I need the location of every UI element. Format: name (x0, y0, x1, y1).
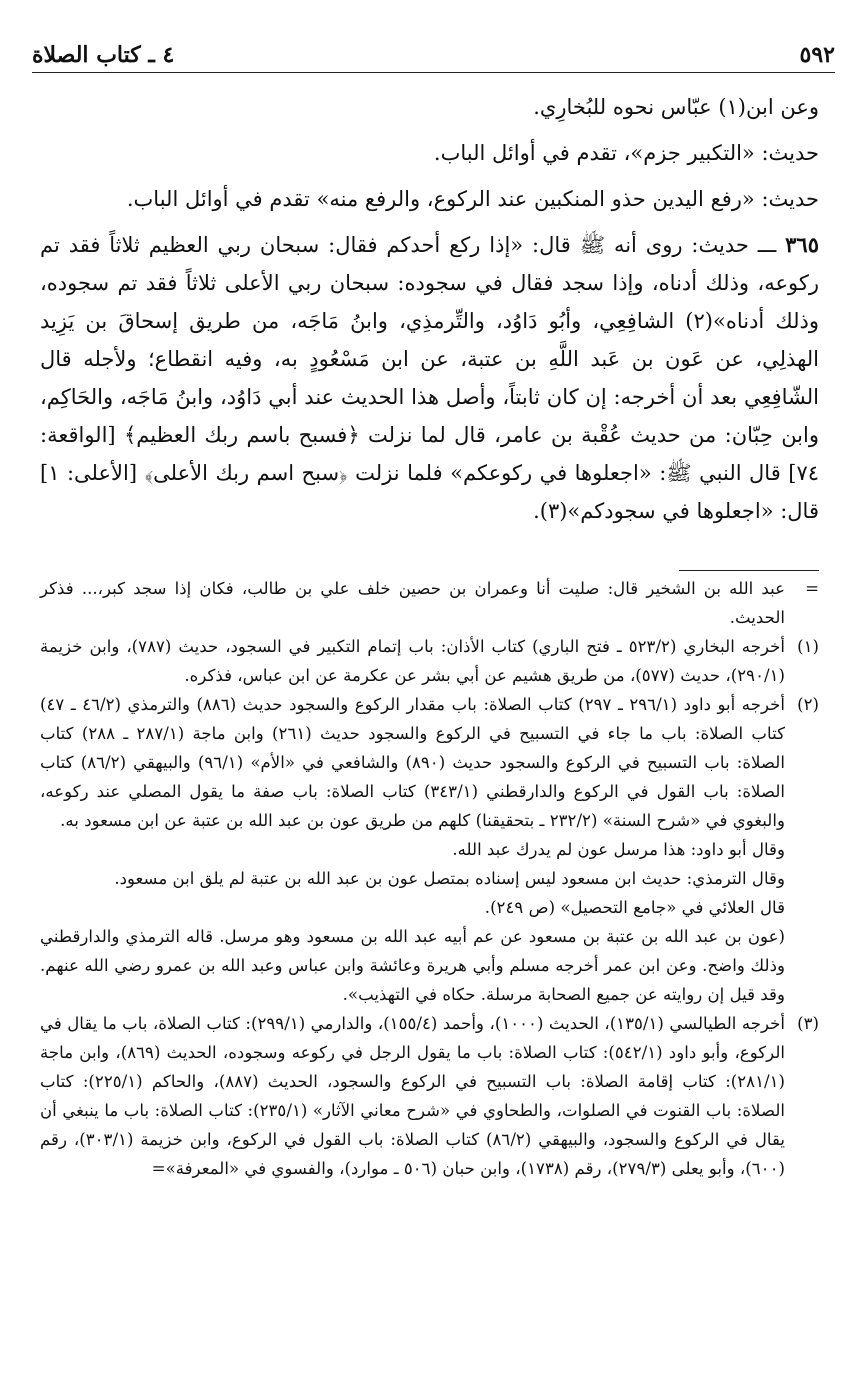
footnote-2: (٢) أخرجه أبو داود (٢٩٦/١ ـ ٢٩٧) كتاب الصلاة: باب مقدار الركوع والسجود حديث (٨٨٦) والترمذي (٤٦/٢ ـ ٤٧) كتاب الصلاة: باب ما جاء في التسبيح في الركوع والسجود حديث (٢٦١) وابن ماجة (٢٨٧/١ ـ ٢٨٨) كتاب الصلاة: باب التسبيح في الركوع والسجود حديث (٨٩٠) والشافعي في «الأم» (٩٦/١) والبيهقي (٨٦/٢) كتاب الصلاة: باب القول في الركوع والدارقطني (٣٤٣/١) كتاب الصلاة: باب صفة ما يقول المصلي عند ركوعه، والبغوي في «شرح السنة» (٢٣٢/٢ ـ بتحقيقنا) كلهم من طريق عون بن عبد الله بن عتبة عن ابن مسعود به. (40, 690, 819, 835)
footnote-2-note-a: وقال أبو داود: هذا مرسل عون لم يدرك عبد الله. (452, 840, 785, 859)
footnote-2-note-d: (عون بن عبد الله بن عتبة بن مسعود عن عم أبيه عبد الله بن مسعود وهو مرسل. قاله الترمذي والدارقطني وذلك واضح. وعن ابن عمر أخرجه مسلم وأبي هريرة وعائشة وابن عباس وعبد الله بن عمرو رضي الله عنهم. وقد قيل إن روايته عن جميع الصحابة مرسلة. حكاه في التهذيب». (40, 927, 785, 1004)
main-text (40, 88, 819, 530)
footnote-divider (679, 570, 819, 571)
paragraph-2: حديث: «التكبير جزم»، تقدم في أوائل الباب. (433, 141, 819, 165)
footnote-1-mark: (١) (797, 637, 819, 656)
hadith-text: ـــ حديث: روى أنه ﷺ قال: «إذا ركع أحدكم فقال: سبحان ربي العظيم ثلاثاً فقد تم ركوعه، وذلك أدناه، وإذا سجد فقال في سجوده: سبحان ربي الأعلى ثلاثاً فقد تم سجوده، وذلك أدناه»(٢) الشافِعِي، وأبُو دَاوُد، والتِّرمذِي، وابنُ مَاجَه، من طريق إسحاقَ بن يَزِيد الهذلِي، عن عَون بن عَبد اللَّهِ بن عتبة، عن ابن مَسْعُودٍ به، وفيه انقطاع؛ ولأجله قال الشّافِعِي بعد أن أخرجه: إن كان ثابتاً، وأصل هذا الحديث عند أبي دَاوُد، وابنُ مَاجَه، والحَاكِم، وابن حِبّان: من حديث عُقْبة بن عامر، قال لما نزلت ﴿فسبح باسم ربك العظيم﴾ [الواقعة: ٧٤] قال النبي ﷺ: «اجعلوها في ركوعكم» فلما نزلت ﴿سبح اسم ربك الأعلى﴾ [الأعلى: ١] قال: «اجعلوها في سجودكم»(٣). (40, 233, 819, 523)
footnote-2-note-c: قال العلائي في «جامع التحصيل» (ص ٢٤٩). (484, 898, 785, 917)
header-divider (32, 72, 835, 73)
footnote-2-mark: (٢) (797, 695, 819, 714)
footnote-3-mark: (٣) (797, 1014, 819, 1033)
continues-mark: = (151, 1159, 166, 1178)
hadith-number: ٣٦٥ (785, 232, 819, 257)
chapter-title: ٤ ـ كتاب الصلاة (32, 42, 175, 68)
page-header (32, 34, 835, 68)
footnote-1: (١) أخرجه البخاري (٥٢٣/٢ ـ فتح الباري) كتاب الأذان: باب إتمام التكبير في السجود، حديث (٧٨٧)، وابن خزيمة (٢٩٠/١)، حديث (٥٧٧)، من طريق هشيم عن أبي بشر عن عكرمة عن ابن عباس، فذكره. (40, 632, 819, 690)
paragraph-1: وعن ابن(١) عبّاس نحوه للبُخارِي. (533, 95, 819, 119)
footnote-continuation: = عبد الله بن الشخير قال: صليت أنا وعمران بن حصين خلف علي بن طالب، فكان إذا سجد كبر،... فذكر الحديث. (40, 574, 819, 632)
page-number: ٥٩٢ (799, 42, 835, 68)
hadith-365 (40, 226, 819, 530)
footnote-2-note-b: وقال الترمذي: حديث ابن مسعود ليس إسناده بمتصل عون بن عبد الله بن عتبة لم يلق ابن مسعود. (114, 869, 785, 888)
footnote-3: (٣) أخرجه الطيالسي (١٣٥/١)، الحديث (١٠٠٠)، وأحمد (١٥٥/٤)، والدارمي (٢٩٩/١): كتاب الصلاة، باب ما يقال في الركوع، وأبو داود (٥٤٢/١): كتاب الصلاة: باب ما يقول الرجل في ركوعه وسجوده، الحديث (٨٦٩)، وابن ماجة (٢٨١/١): كتاب إقامة الصلاة: باب التسبيح في الركوع والسجود، الحديث (٨٨٧)، والحاكم (٢٢٥/١): كتاب الصلاة: باب القنوت في الصلوات، والطحاوي في «شرح معاني الآثار» (٢٣٥/١): كتاب الصلاة: باب ما ينبغي أن يقال في الركوع والسجود، والبيهقي (٨٦/٢) كتاب الصلاة: باب القول في الركوع، وابن خزيمة (٣٠٣/١)، رقم (٦٠٠)، وأبو يعلى (٢٧٩/٣)، رقم (١٧٣٨)، وابن حبان (٥٠٦ ـ موارد)، والفسوي في «المعرفة»= (40, 1009, 819, 1183)
paragraph-3: حديث: «رفع اليدين حذو المنكبين عند الركوع، والرفع منه» تقدم في أوائل الباب. (126, 187, 819, 211)
footnotes (40, 574, 819, 1183)
continuation-mark: = (805, 579, 819, 598)
